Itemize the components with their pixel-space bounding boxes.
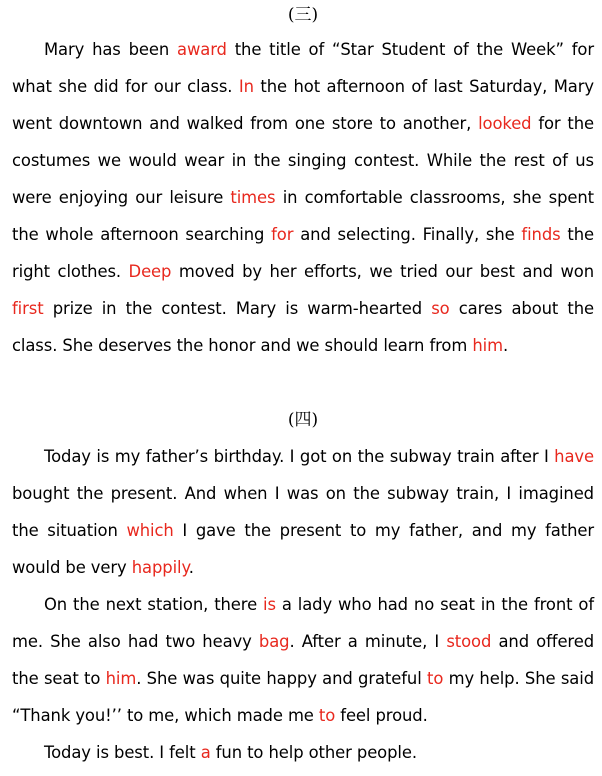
text-run: . xyxy=(188,558,194,577)
text-run: in comfortable classrooms, she spent the whole afternoon searching xyxy=(12,188,594,244)
section-4-paragraph-3 xyxy=(12,734,594,771)
text-run: the right clothes. xyxy=(12,225,594,281)
marked-word: finds xyxy=(521,225,561,244)
text-run: and offered the seat to xyxy=(12,632,594,688)
marked-word: In xyxy=(238,77,254,96)
marked-word: so xyxy=(431,299,450,318)
marked-word: award xyxy=(177,40,227,59)
marked-word: times xyxy=(230,188,276,207)
marked-word: Deep xyxy=(128,262,172,281)
marked-word: which xyxy=(126,521,174,540)
text-run: my help. She said “Thank you!’’ to me, which made me xyxy=(12,669,594,725)
section-4-paragraph-1 xyxy=(12,438,594,586)
marked-word: happily xyxy=(131,558,189,577)
text-run: I gave the present to my father, and my father would be very xyxy=(12,521,594,577)
text-run: moved by her efforts, we tried our best and won xyxy=(171,262,594,281)
text-run: a lady who had no seat in the front of me. She also had two heavy xyxy=(12,595,594,651)
text-run: Mary has been xyxy=(44,40,177,59)
marked-word: him xyxy=(105,669,137,688)
marked-word: a xyxy=(200,743,211,762)
marked-word: have xyxy=(554,447,594,466)
marked-word: stood xyxy=(446,632,492,651)
text-run: fun to help other people. xyxy=(210,743,417,762)
text-run: and selecting. Finally, she xyxy=(293,225,522,244)
text-run: for the costumes we would wear in the singing contest. While the rest of us were enjoying our leisure xyxy=(12,114,594,207)
marked-word: bag xyxy=(258,632,290,651)
text-run: prize in the contest. Mary is warm-hearted xyxy=(43,299,432,318)
marked-word: for xyxy=(271,225,294,244)
text-run: . She was quite happy and grateful xyxy=(136,669,427,688)
text-run: . xyxy=(502,336,509,355)
text-run: feel proud. xyxy=(335,706,428,725)
text-run: cares about the class. She deserves the honor and we should learn from xyxy=(12,299,594,355)
marked-word: to xyxy=(318,706,336,725)
text-run: bought the present. And when I was on the subway train, I imagined the situation xyxy=(12,484,594,540)
marked-word: is xyxy=(263,595,276,614)
section-4-heading: (四) xyxy=(287,410,319,430)
text-run: Today is best. I felt xyxy=(44,743,201,762)
text-run: the hot afternoon of last Saturday, Mary went downtown and walked from one store to another, xyxy=(12,77,594,133)
marked-word: him xyxy=(472,336,503,355)
marked-word: to xyxy=(427,669,444,688)
marked-word: looked xyxy=(478,114,532,133)
section-3-heading: (三) xyxy=(287,5,319,25)
text-run: . After a minute, I xyxy=(289,632,447,651)
marked-word: first xyxy=(12,299,44,318)
section-3-paragraph xyxy=(12,31,594,364)
text-run: the title of “Star Student of the Week” for what she did for our class. xyxy=(12,40,594,96)
text-run: Today is my father’s birthday. I got on the subway train after I xyxy=(44,447,555,466)
text-run: On the next station, there xyxy=(44,595,263,614)
section-4-paragraph-2 xyxy=(12,586,594,734)
